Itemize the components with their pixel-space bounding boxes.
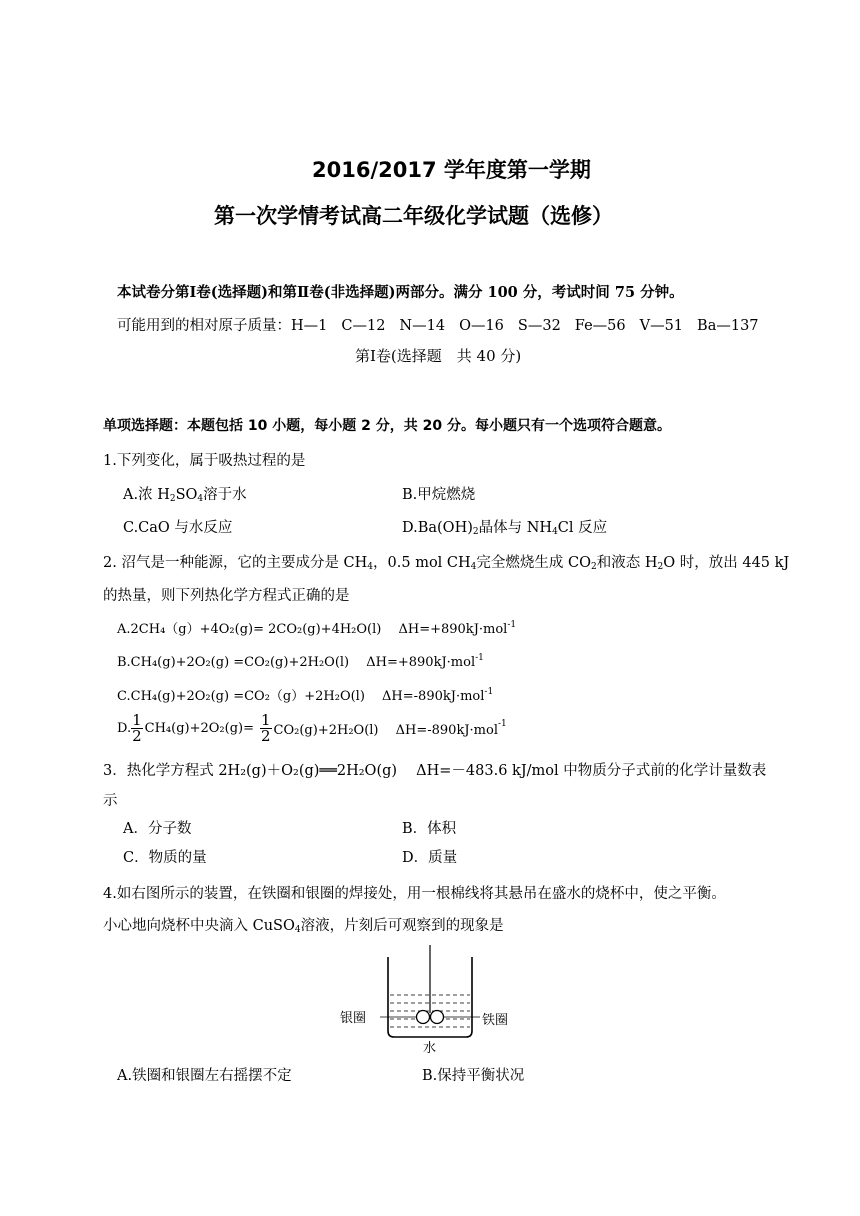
exam-intro: 本试卷分第Ⅰ卷(选择题)和第Ⅱ卷(非选择题)两部分。满分 100 分，考试时间 75 分钟。 bbox=[117, 284, 684, 301]
q1-stem: 1.下列变化，属于吸热过程的是 bbox=[103, 453, 306, 469]
q3-stem-line-2: 示 bbox=[103, 793, 118, 809]
q2-stem-line-1: 2. 沼气是一种能源，它的主要成分是 $CH_4$，0.5 mol $CH_4$完全燃烧生成 $CO_2$和液态 $H_2O$ 时，放出 445 kJ bbox=[103, 555, 790, 572]
q1-option-c: C.CaO 与水反应 bbox=[123, 520, 233, 536]
fraction-half: $\frac{1}{2}$ bbox=[261, 711, 271, 745]
title-line-1: 2016/2017 学年度第一学期 bbox=[312, 158, 591, 182]
atomic-mass-line bbox=[117, 314, 759, 335]
q3-option-d: D．质量 bbox=[402, 850, 458, 866]
atomic-mass-h: H—1 bbox=[291, 318, 328, 334]
beaker-figure bbox=[340, 945, 520, 1055]
atomic-mass-fe: Fe—56 bbox=[574, 318, 626, 334]
silver-ring bbox=[417, 1011, 430, 1024]
q3-option-a: A．分子数 bbox=[123, 821, 192, 837]
atomic-mass-label: 可能用到的相对原子质量： bbox=[117, 318, 291, 334]
q3-option-b: B．体积 bbox=[402, 821, 457, 837]
atomic-mass-v: V—51 bbox=[639, 318, 684, 334]
q3-option-c: C．物质的量 bbox=[123, 850, 207, 866]
q2-option-b: B.CH₄(g)+2O₂(g) =CO₂(g)+2H₂O(l) ΔH=+890kJ·mol$^{-1}$ bbox=[117, 653, 484, 670]
q3-stem-line-1: 3．热化学方程式 2H₂(g)＋O₂(g)══2H₂O(g) ΔH=－483.6 kJ/mol 中物质分子式前的化学计量数表 bbox=[103, 763, 767, 779]
q2-option-a: A.2CH₄（g）+4O₂(g)= 2CO₂(g)+4H₂O(l) ΔH=+890kJ·mol$^{-1}$ bbox=[117, 620, 517, 637]
q1-option-b: B.甲烷燃烧 bbox=[402, 487, 476, 503]
title-line-2: 第一次学情考试高二年级化学试题（选修） bbox=[214, 204, 613, 228]
section-instruction: 单项选择题：本题包括 10 小题，每小题 2 分，共 20 分。每小题只有一个选项符合题意。 bbox=[103, 418, 671, 434]
label-silver-ring: 银圈 bbox=[340, 1011, 367, 1026]
atomic-mass-c: C—12 bbox=[341, 318, 386, 334]
q4-option-b: B.保持平衡状况 bbox=[422, 1068, 525, 1084]
q2-option-d: D. $\frac{1}{2}$ CH₄(g)+2O₂(g)= $\frac{1}{2}$ CO₂(g)+2H₂O(l) ΔH=-890kJ·mol$^{-1}$ bbox=[117, 711, 507, 745]
atomic-mass-o: O—16 bbox=[459, 318, 504, 334]
label-iron-ring: 铁圈 bbox=[482, 1013, 509, 1028]
iron-ring bbox=[431, 1011, 444, 1024]
atomic-mass-s: S—32 bbox=[517, 318, 561, 334]
q1-option-d: $D.Ba(OH)_2$晶体与 $NH_4Cl$ 反应 bbox=[402, 520, 608, 537]
atomic-mass-n: N—14 bbox=[399, 318, 446, 334]
q2-option-c: C.CH₄(g)+2O₂(g) =CO₂（g）+2H₂O(l) ΔH=-890kJ·mol$^{-1}$ bbox=[117, 687, 494, 704]
label-water: 水 bbox=[423, 1041, 437, 1055]
atomic-mass-ba: Ba—137 bbox=[697, 318, 759, 334]
q4-stem-line-1: 4.如右图所示的装置，在铁圈和银圈的焊接处，用一根棉线将其悬吊在盛水的烧杯中，使之平衡。 bbox=[103, 886, 726, 902]
q4-stem-line-2: 小心地向烧杯中央滴入 CuSO$_4$溶液，片刻后可观察到的现象是 bbox=[103, 918, 504, 935]
q4-option-a: A.铁圈和银圈左右摇摆不定 bbox=[117, 1068, 292, 1084]
fraction-half: $\frac{1}{2}$ bbox=[132, 711, 142, 745]
section-1-title: 第Ⅰ卷(选择题 共 40 分) bbox=[355, 347, 522, 365]
q2-stem-line-2: 的热量，则下列热化学方程式正确的是 bbox=[103, 588, 350, 604]
q1-option-a: A.浓 $H_2SO_4$溶于水 bbox=[123, 487, 247, 504]
